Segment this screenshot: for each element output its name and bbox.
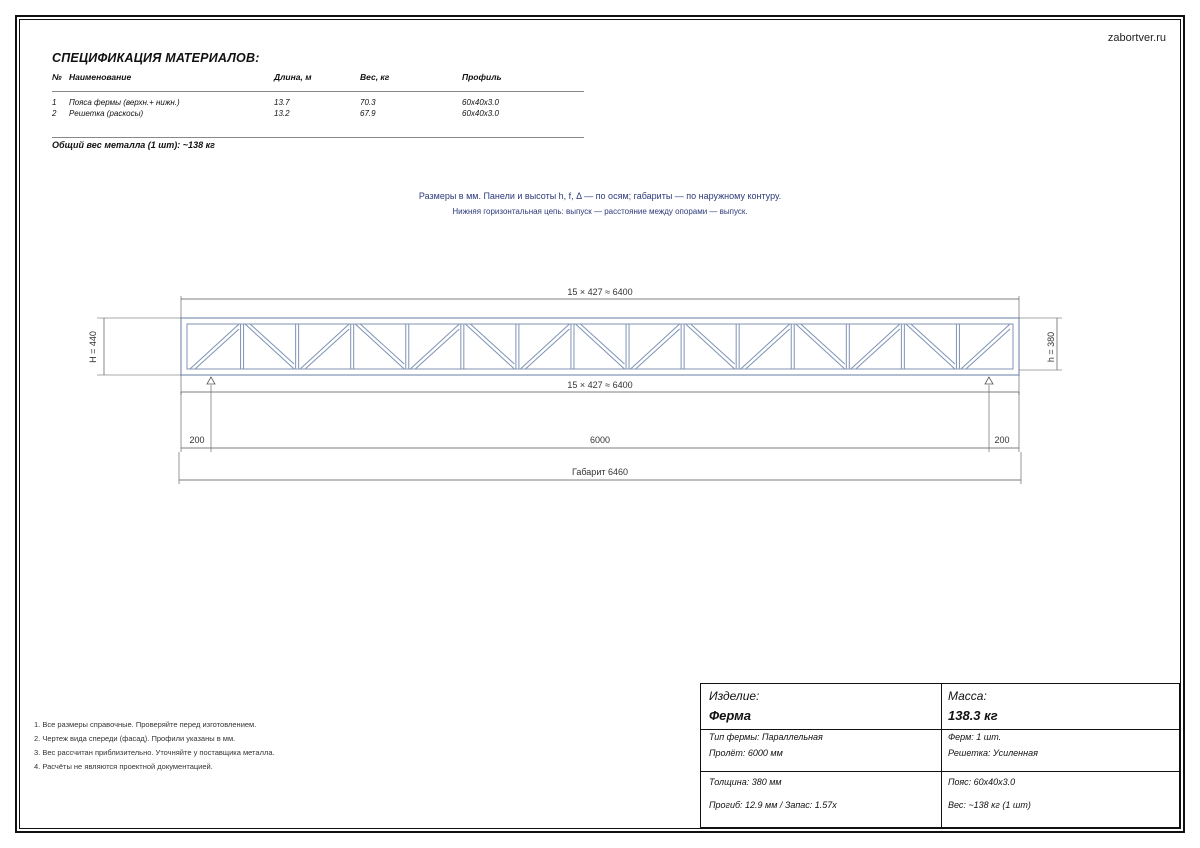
truss-diagonal [360, 324, 404, 364]
spec-cell-weight: 70.3 [360, 98, 376, 107]
mass-value: 138.3 кг [948, 708, 998, 723]
mass-label: Масса: [948, 689, 987, 703]
truss-diagonal [856, 329, 900, 369]
spec-cell-length: 13.2 [274, 109, 290, 118]
truss-diagonal [906, 324, 955, 369]
truss-diagonal [195, 329, 239, 369]
truss-diagonal [470, 324, 514, 364]
spec-header-weight: Вес, кг [360, 72, 390, 82]
truss-members [181, 318, 1019, 384]
spec-cell-profile: 60x40x3.0 [462, 109, 499, 118]
title-block-divider [701, 771, 1179, 772]
truss-diagonal [580, 324, 624, 364]
chord-profile: Пояс: 60x40x3.0 [948, 777, 1016, 787]
spec-cell-length: 13.7 [274, 98, 290, 107]
note-item: 2. Чертеж вида спереди (фасад). Профили указаны в мм. [34, 734, 236, 743]
note-item: 3. Вес рассчитан приблизительно. Уточняйте у поставщика металла. [34, 748, 275, 757]
site-name: zabortver.ru [1107, 32, 1166, 44]
truss-diagonal [961, 324, 1010, 369]
spec-cell-no: 1 [52, 98, 57, 107]
spec-cell-weight: 67.9 [360, 109, 376, 118]
truss-weight: Вес: ~138 кг (1 шт) [948, 800, 1031, 810]
dim-overall-label: Габарит 6460 [571, 467, 629, 477]
dim-left-height-label: H = 440 [88, 331, 98, 363]
truss-diagonal [801, 324, 845, 364]
dim-bottom-label: 15 × 427 ≈ 6400 [567, 380, 633, 390]
spec-cell-no: 2 [52, 109, 57, 118]
spec-cell-name: Решетка (раскосы) [69, 109, 144, 118]
truss-diagonal [636, 329, 680, 369]
spec-header-no: № [52, 72, 62, 82]
title-block [700, 683, 1180, 828]
truss-diagonal [575, 324, 624, 369]
support-left [207, 377, 215, 384]
dim-top-label: 15 × 427 ≈ 6400 [567, 287, 633, 297]
truss-diagonal [355, 324, 404, 369]
truss-span: Пролёт: 6000 мм [709, 748, 783, 758]
truss-deflection: Прогиб: 12.9 мм / Запас: 1.57x [709, 800, 837, 810]
support-right [985, 377, 993, 384]
truss-diagonal [415, 329, 459, 369]
note-item: 4. Расчёты не являются проектной документацией. [34, 762, 213, 771]
truss-diagonal [465, 324, 514, 369]
truss-diagonal [520, 324, 569, 369]
truss-diagonal [741, 324, 790, 369]
title-block-divider [701, 729, 1179, 730]
spec-cell-name: Пояса фермы (верхн.+ нижн.) [69, 98, 180, 107]
truss-diagonal [686, 324, 735, 369]
drawing-note-1: Размеры в мм. Панели и высоты h, f, Δ — по осям; габариты — по наружному контуру. [418, 191, 782, 201]
drawing-note-2: Нижняя горизонтальная цепь: выпуск — расстояние между опорами — выпуск. [452, 207, 748, 216]
dim-overhang-right-label: 200 [994, 435, 1010, 445]
spec-header-name: Наименование [69, 72, 132, 82]
truss-diagonal [966, 329, 1010, 369]
spec-header-profile: Профиль [462, 72, 502, 82]
truss-diagonal [746, 329, 790, 369]
dim-right-height-label: h = 380 [1046, 331, 1056, 363]
general-notes [34, 720, 275, 776]
dim-span-label: 6000 [589, 435, 611, 445]
note-item: 1. Все размеры справочные. Проверяйте перед изготовлением. [34, 720, 257, 729]
truss-diagonal [245, 324, 294, 369]
truss-diagonal [796, 324, 845, 369]
spec-header-length: Длина, м [274, 72, 312, 82]
truss-diagonal [525, 329, 569, 369]
truss-diagonal [631, 324, 680, 369]
truss-diagonal [190, 324, 239, 369]
spec-total: Общий вес металла (1 шт): ~138 кг [52, 140, 215, 150]
truss-diagonal [410, 324, 459, 369]
product-label: Изделие: [709, 689, 760, 703]
truss-diagonal [691, 324, 735, 364]
title-block-divider [941, 684, 942, 827]
truss-diagonal [851, 324, 900, 369]
truss-diagonal [250, 324, 294, 364]
product-value: Ферма [709, 708, 751, 723]
truss-thickness: Толщина: 380 мм [709, 777, 782, 787]
truss-diagonal [300, 324, 349, 369]
truss-diagonal [305, 329, 349, 369]
dim-overhang-left-label: 200 [189, 435, 205, 445]
truss-diagonal [911, 324, 955, 364]
lattice-type: Решетка: Усиленная [948, 748, 1038, 758]
spec-title: СПЕЦИФИКАЦИЯ МАТЕРИАЛОВ: [52, 51, 260, 65]
truss-count: Ферм: 1 шт. [948, 732, 1002, 742]
spec-cell-profile: 60x40x3.0 [462, 98, 499, 107]
truss-type: Тип фермы: Параллельная [709, 732, 823, 742]
